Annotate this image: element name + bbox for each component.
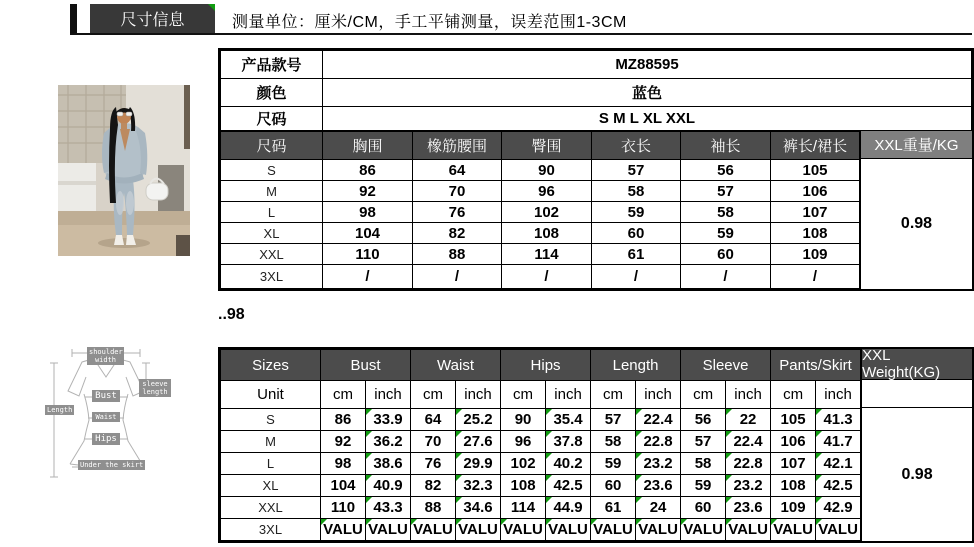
value-cell: 42.9 [816,497,861,519]
size-table-cm [218,48,974,291]
value-cell: 57 [681,181,771,202]
value-cell: 35.4 [546,409,591,431]
column-header: 臀围 [502,132,592,160]
info-label: 颜色 [221,79,323,107]
info-value: MZ88595 [323,51,972,79]
value-cell: 58 [681,453,726,475]
value-cell: / [592,265,681,289]
column-header: Waist [411,350,501,381]
sketch-label-hips: Hips [92,433,120,445]
unit-row [221,381,861,409]
column-header: 袖长 [681,132,771,160]
info-value: S M L XL XXL [323,107,972,131]
value-cell: 105 [771,160,860,181]
unit-label: Unit [221,381,321,409]
info-label: 产品款号 [221,51,323,79]
value-cell: 42.5 [546,475,591,497]
size-cell: L [221,453,321,475]
value-cell: 104 [321,475,366,497]
sketch-label-bust: Bust [92,390,120,402]
unit-cell: inch [636,381,681,409]
value-cell: 25.2 [456,409,501,431]
value-cell: VALU [366,519,411,541]
left-accent-bar [70,4,77,33]
column-header: 胸围 [323,132,413,160]
value-cell: / [681,265,771,289]
value-cell: 40.2 [546,453,591,475]
value-cell: 90 [502,160,592,181]
value-cell: 41.7 [816,431,861,453]
value-cell: 108 [771,223,860,244]
unit-cell: cm [321,381,366,409]
unit-cell: cm [501,381,546,409]
size-cell: L [221,202,323,223]
value-cell: 106 [771,431,816,453]
value-cell: 38.6 [366,453,411,475]
value-cell: 64 [411,409,456,431]
column-header: Length [591,350,681,381]
size-cell: XXL [221,497,321,519]
value-cell: / [502,265,592,289]
weight-column-header: XXL重量/KG [861,131,972,159]
unit-cell: inch [546,381,591,409]
value-cell: 102 [501,453,546,475]
column-header: Hips [501,350,591,381]
sketch-label-sleeve-length: sleeve length [139,379,171,397]
value-cell: 88 [411,497,456,519]
value-cell: 96 [501,431,546,453]
size-cell: S [221,160,323,181]
value-cell: 92 [321,431,366,453]
size-info-tab-label: 尺寸信息 [120,12,185,29]
value-cell: VALU [591,519,636,541]
unit-cell: cm [681,381,726,409]
value-cell: 90 [501,409,546,431]
weight-value: 0.98 [900,215,933,232]
table-row [221,431,861,453]
unit-cell: inch [726,381,771,409]
weight-value: 0.98 [901,465,933,483]
value-cell: 27.6 [456,431,501,453]
value-cell: 109 [771,497,816,519]
mid-note: ..98 [218,306,245,323]
value-cell: 29.9 [456,453,501,475]
value-cell: 82 [413,223,502,244]
value-cell: VALU [771,519,816,541]
weight-unit-spacer [862,380,972,408]
table-row [221,497,861,519]
value-cell: VALU [501,519,546,541]
value-cell: 44.9 [546,497,591,519]
value-cell: 92 [323,181,413,202]
value-cell: 64 [413,160,502,181]
sketch-label-under-skirt: Under the skirt [80,461,144,469]
value-cell: / [323,265,413,289]
value-cell: 56 [681,160,771,181]
value-cell: 109 [771,244,860,265]
column-header: Sizes [221,350,321,381]
value-cell: VALU [411,519,456,541]
value-cell: 22.8 [726,453,771,475]
value-cell: 105 [771,409,816,431]
value-cell: 61 [591,497,636,519]
table-row [221,223,860,244]
column-header: 橡筋腰围 [413,132,502,160]
value-cell: 32.3 [456,475,501,497]
value-cell: 86 [321,409,366,431]
product-photo [58,85,190,256]
value-cell: 70 [411,431,456,453]
value-cell: 114 [502,244,592,265]
column-header: 裤长/裙长 [771,132,860,160]
weight-column [860,131,972,289]
value-cell: 76 [411,453,456,475]
value-cell: 59 [681,475,726,497]
value-cell: 96 [502,181,592,202]
sketch-label-waist: Waist [92,412,120,422]
size-cell: XL [221,223,323,244]
unit-cell: cm [771,381,816,409]
value-cell: 37.8 [546,431,591,453]
value-cell: 57 [591,409,636,431]
value-cell: 58 [591,431,636,453]
value-cell: 76 [413,202,502,223]
value-cell: 60 [681,497,726,519]
table-row [221,409,861,431]
unit-cell: inch [366,381,411,409]
header-underline [70,33,972,35]
size-cell: M [221,181,323,202]
size-cell: XXL [221,244,323,265]
sketch-label-shoulder-width: shoulder width [89,348,123,364]
table-row [221,453,861,475]
value-cell: 57 [592,160,681,181]
value-cell: 98 [321,453,366,475]
value-cell: 23.2 [636,453,681,475]
unit-cell: cm [411,381,456,409]
size-table-cm-inch [218,347,974,543]
value-cell: VALU [321,519,366,541]
unit-cell: inch [816,381,861,409]
value-cell: 22.4 [636,409,681,431]
value-cell: 60 [591,475,636,497]
value-cell: 23.2 [726,475,771,497]
value-cell: 88 [413,244,502,265]
size-info-tab [90,4,215,33]
value-cell: 110 [323,244,413,265]
value-cell: 108 [502,223,592,244]
measurements-table-cm-inch [220,349,861,541]
value-cell: 42.5 [816,475,861,497]
value-cell: 22.8 [636,431,681,453]
value-cell: VALU [681,519,726,541]
info-value: 蓝色 [323,79,972,107]
value-cell: VALU [816,519,861,541]
column-header: Sleeve [681,350,771,381]
value-cell: VALU [726,519,771,541]
table-row [221,79,972,107]
value-cell: 98 [323,202,413,223]
value-cell: 102 [502,202,592,223]
value-cell: 70 [413,181,502,202]
measurements-table-cm [220,131,860,289]
value-cell: 61 [592,244,681,265]
size-cell: XL [221,475,321,497]
size-cell: M [221,431,321,453]
weight-column-header: XXL Weight(KG) [862,349,972,380]
value-cell: 22 [726,409,771,431]
value-cell: 41.3 [816,409,861,431]
table-header-row [221,350,861,381]
value-cell: 106 [771,181,860,202]
value-cell: 33.9 [366,409,411,431]
value-cell: 56 [681,409,726,431]
value-cell: 40.9 [366,475,411,497]
value-cell: 36.2 [366,431,411,453]
value-cell: / [771,265,860,289]
column-header: 衣长 [592,132,681,160]
table-row [221,51,972,79]
value-cell: 110 [321,497,366,519]
value-cell: 24 [636,497,681,519]
table-row [221,160,860,181]
unit-cell: cm [591,381,636,409]
value-cell: 82 [411,475,456,497]
value-cell: 108 [771,475,816,497]
table-row [221,202,860,223]
size-sketch [42,345,177,485]
column-header: 尺码 [221,132,323,160]
value-cell: 107 [771,202,860,223]
size-cell: S [221,409,321,431]
value-cell: 59 [681,223,771,244]
value-cell: 86 [323,160,413,181]
unit-cell: inch [456,381,501,409]
table-row [221,265,860,289]
value-cell: 60 [592,223,681,244]
table-row [221,519,861,541]
value-cell: 108 [501,475,546,497]
green-corner-icon [208,4,215,11]
value-cell: VALU [636,519,681,541]
info-label: 尺码 [221,107,323,131]
product-info-table [220,50,972,131]
value-cell: 23.6 [636,475,681,497]
value-cell: 104 [323,223,413,244]
sketch-label-length: Length [47,406,73,414]
table-header-row [221,132,860,160]
size-cell: 3XL [221,265,323,289]
value-cell: 34.6 [456,497,501,519]
size-cell: 3XL [221,519,321,541]
value-cell: 23.6 [726,497,771,519]
value-cell: 42.1 [816,453,861,475]
value-cell: VALU [546,519,591,541]
table-row [221,181,860,202]
value-cell: 43.3 [366,497,411,519]
value-cell: 59 [591,453,636,475]
value-cell: / [413,265,502,289]
table-row [221,244,860,265]
column-header: Bust [321,350,411,381]
value-cell: 57 [681,431,726,453]
value-cell: 59 [592,202,681,223]
column-header: Pants/Skirt [771,350,861,381]
value-cell: 58 [592,181,681,202]
value-cell: 22.4 [726,431,771,453]
table-row [221,107,972,131]
table-row [221,475,861,497]
weight-column [861,349,972,541]
value-cell: 114 [501,497,546,519]
value-cell: 58 [681,202,771,223]
value-cell: 107 [771,453,816,475]
value-cell: 60 [681,244,771,265]
measure-unit-note: 测量单位：厘米/CM，手工平铺测量，误差范围1-3CM [232,14,627,31]
value-cell: VALU [456,519,501,541]
